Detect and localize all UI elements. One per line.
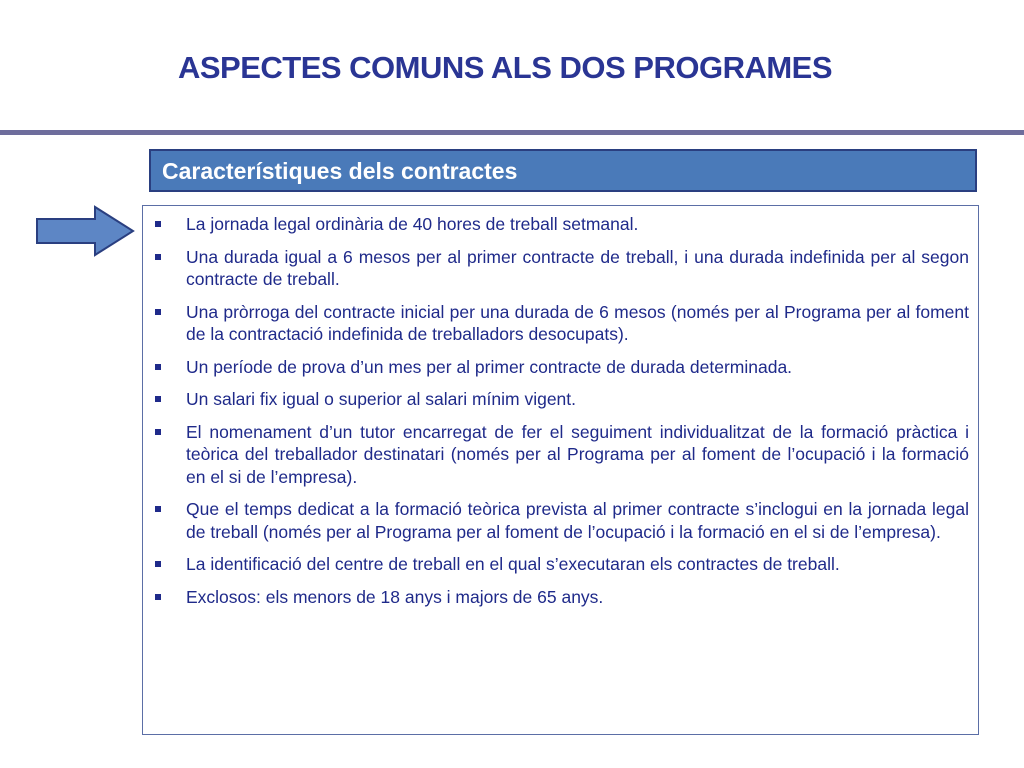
square-bullet-icon	[155, 221, 161, 227]
list-item-text: Una durada igual a 6 mesos per al primer contracte de treball, i una durada indefinida per al segon contracte de treball.	[186, 246, 969, 289]
list-item-text: La jornada legal ordinària de 40 hores de treball setmanal.	[186, 214, 639, 234]
list-item	[155, 246, 969, 291]
list-item	[155, 553, 969, 576]
list-item	[155, 388, 969, 411]
square-bullet-icon	[155, 429, 161, 435]
list-item-text: Un salari fix igual o superior al salari mínim vigent.	[186, 389, 577, 409]
square-bullet-icon	[155, 594, 161, 600]
square-bullet-icon	[155, 364, 161, 370]
list-item	[155, 356, 969, 379]
list-item	[155, 421, 969, 489]
square-bullet-icon	[155, 396, 161, 402]
section-header: Característiques dels contractes	[149, 149, 977, 192]
list-item-text: La identificació del centre de treball en el qual s’executaran els contractes de treball.	[186, 554, 840, 574]
bullet-list	[155, 213, 969, 618]
title-divider	[0, 130, 1024, 135]
content-box	[142, 205, 979, 735]
list-item	[155, 301, 969, 346]
list-item-text: El nomenament d’un tutor encarregat de fer el seguiment individualitzat de la formació pràctica i teòrica del treballador destinatari (només per al Programa per al foment de l’ocupació i la formació en el si de l’empresa).	[186, 421, 969, 487]
list-item	[155, 586, 969, 609]
list-item-text: Que el temps dedicat a la formació teòrica prevista al primer contracte s’inclogui en la jornada legal de treball (només per al Programa per al foment de l’ocupació i la formació en el si de l’empresa).	[186, 499, 969, 542]
square-bullet-icon	[155, 254, 161, 260]
square-bullet-icon	[155, 309, 161, 315]
list-item	[155, 213, 969, 236]
list-item	[155, 498, 969, 543]
list-item-text: Un període de prova d’un mes per al primer contracte de durada determinada.	[186, 356, 793, 377]
slide-title: ASPECTES COMUNS ALS DOS PROGRAMES	[177, 50, 833, 85]
right-arrow-icon	[35, 205, 135, 257]
list-item-text: Exclosos: els menors de 18 anys i majors de 65 anys.	[186, 586, 604, 607]
list-item-text: Una pròrroga del contracte inicial per una durada de 6 mesos (només per al Programa per al foment de la contractació indefinida de treballadors desocupats).	[186, 301, 969, 344]
right-arrow-shape	[37, 207, 133, 255]
square-bullet-icon	[155, 561, 161, 567]
square-bullet-icon	[155, 506, 161, 512]
